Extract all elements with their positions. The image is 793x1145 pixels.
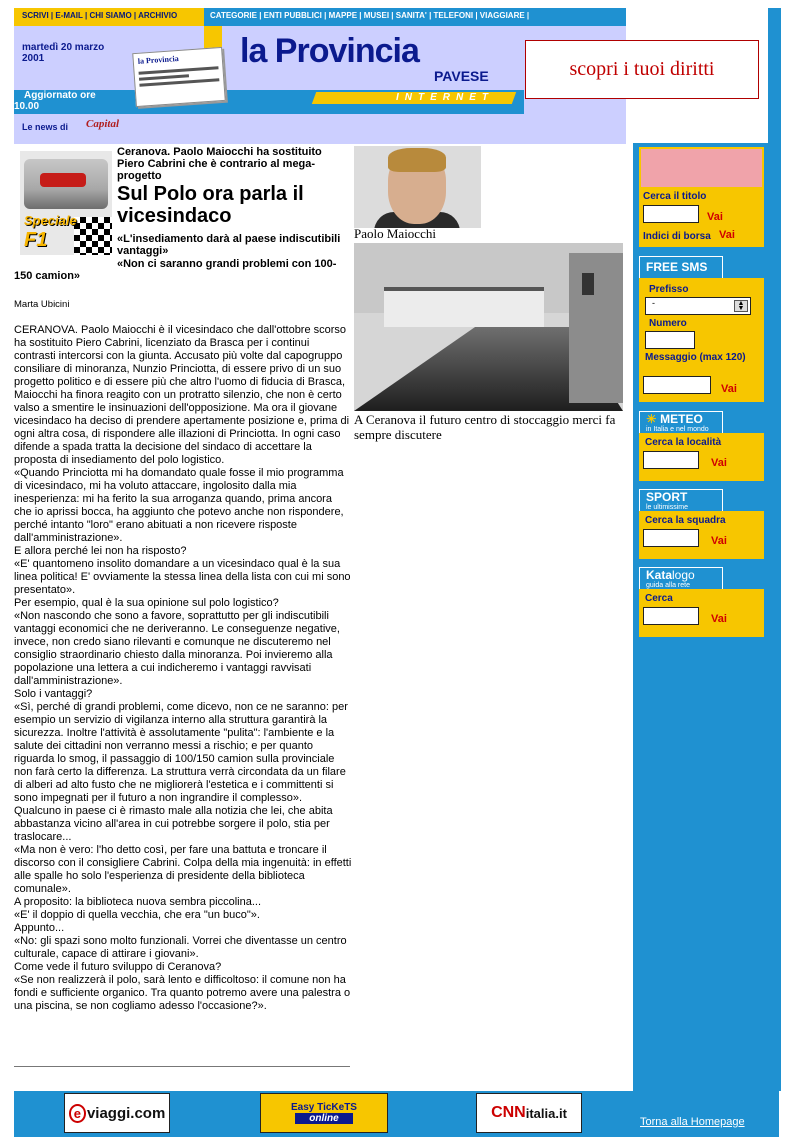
title-search-box [639,147,764,247]
easy-tickets-online: online [295,1113,352,1124]
tab-meteo[interactable] [639,411,723,433]
nav-link-sanita[interactable]: SANITA' [395,11,427,20]
cnn-italia-text: italia.it [525,1105,567,1121]
eviaggi-banner[interactable] [64,1093,170,1133]
article-paragraph: Per esempio, qual è la sua opinione sul polo logistico? [14,597,279,609]
nav-link-mappe[interactable]: MAPPE [328,11,358,20]
site-logo-subtitle: PAVESE [434,68,489,84]
nav-link-email[interactable]: E-MAIL [55,11,83,20]
meteo-search-label: Cerca la località [645,437,722,448]
article-paragraph: «E' quantomeno insolito domandare a un vicesindaco qual è la sua linea politica! E' ovviamente la stessa linea della lista con cui mi sono presentato». [14,558,351,596]
tab-katalogo[interactable] [639,567,723,589]
katalogo-search-input[interactable] [643,607,699,625]
meteo-go-button[interactable]: Vai [711,457,727,469]
sport-box [639,511,764,559]
katalogo-go-button[interactable]: Vai [711,613,727,625]
meteo-subtitle: in Italia e nel mondo [646,426,709,433]
top-nav-bar [14,8,626,26]
article-paragraph: «Sì, perché di grandi problemi, come dicevo, non ce ne saranno: per esempio un servizio di vigilanza interno alla struttura garantirà la sicurezza. Inoltre l'attività è assolutamente "pulita": l'ambiente e la salute dei cittadini non verranno messi a rischio; e per quanto riguarda lo smog, il passaggio di 100/150 camion sulla provinciale non farà certo la differenza. La struttura verrà circondata da un filare di alberi ad alto fusto che ne migliorerà l'estetica e i committenti si sono impegnati per il futuro a non ingrandire il complesso». [14,701,348,804]
article-paragraph: «Non nascondo che sono a favore, soprattutto per gli indiscutibili vantaggi economici che ne deriveranno. Le conseguenze negative, invece, non credo siano rilevanti e comunque ne discuteremo nel consiglio straordinario chiesto dalla minoranza. Poi invieremo alla popolazione una lettera a cui indicheremo i vantaggi ravvisati dall'amministrazione». [14,610,340,687]
eviaggi-logo-e: e [69,1104,86,1123]
tab-sport[interactable] [639,489,723,511]
easy-tickets-title: Easy TicKeTS [291,1102,357,1113]
pink-banner [641,149,762,187]
message-input[interactable] [643,376,711,394]
date-line-1: martedì 20 marzo [22,42,105,53]
title-search-go-button[interactable]: Vai [707,211,723,223]
nav-link-categorie[interactable]: CATEGORIE [210,11,257,20]
article-subhead-2: «Non ci saranno grandi problemi con 100-150 camion» [14,258,337,282]
prefix-select[interactable] [645,297,751,315]
article-paragraph: Come vede il futuro sviluppo di Ceranova? [14,961,222,973]
sms-send-button[interactable]: Vai [721,383,737,395]
tab-free-sms[interactable] [639,256,723,278]
article-paragraph: E allora perché lei non ha risposto? [14,545,187,557]
prefix-label: Prefisso [649,284,689,295]
site-logo-internet-band [312,92,516,104]
meteo-title-text: METEO [660,412,703,426]
article-paragraph: «No: gli spazi sono molto funzionali. Vorrei che diventasse un centro culturale, capace di attirare i giovani». [14,935,347,960]
article-author: Marta Ubicini [14,299,70,310]
article-kicker: Ceranova. Paolo Maiocchi ha sostituito Piero Cabrini che è contrario al mega-progetto [117,146,322,182]
article-headline: Sul Polo ora parla il vicesindaco [117,183,304,227]
article-paragraph: CERANOVA. Paolo Maiocchi è il vicesindaco che dall'ottobre scorso ha sostituito Piero Cabrini, licenziato da Brasca per i continui contrasti intercorsi con la giunta. Accusato più volte dal capogruppo consiliare di minoranza, Nunzio Princiotta, di essere privo di un suo progetto politico e di essere più che altro l'uomo di fiducia di Brasca, Maiocchi ha finora reagito con un protratto silenzio, che non è certo valso a smentire le insinuazioni dell'opposizione. Ma ora il giovane vicesindaco ha deciso di prendere apertamente posizione e, prima di ogni altra cosa, di rispondere alle illazioni di Princiotta. In ogni caso difende a spada tratta la decisione del sindaco di accettare la proposta di insediamento del polo logistico. [14,324,350,466]
street-photo-caption: A Ceranova il futuro centro di stoccaggio merci fa sempre discutere [354,412,616,442]
top-nav-right-links: CATEGORIE | ENTI PUBBLICI | MAPPE | MUSEI | SANITA' | TELEFONI | VIAGGIARE | [210,11,530,20]
site-logo-title[interactable]: la Provincia [240,32,419,70]
nav-link-viaggiare[interactable]: VIAGGIARE [479,11,525,20]
footer-bar [14,1091,779,1137]
ad-banner-diritti[interactable] [525,40,759,99]
article-paragraph: Appunto... [14,922,65,934]
date-line-2: 2001 [22,53,45,64]
nav-link-scrivi[interactable]: SCRIVI [22,11,49,20]
sport-search-label: Cerca la squadra [645,515,726,526]
cnn-italia-banner[interactable] [476,1093,582,1133]
article-paragraph: «Se non realizzerà il polo, sarà lento e difficoltoso: il comune non ha fondi e sufficiente organico. Tra quanto potremo avere una palestra o una piscina, se non cogliamo adesso l'occasione?». [14,974,351,1012]
updated-hour: 10.00 [14,101,40,112]
sport-search-input[interactable] [643,529,699,547]
portrait-photo [354,146,481,228]
title-search-label: Cerca il titolo [643,191,707,202]
article-paragraph: Qualcuno in paese ci è rimasto male alla notizia che lei, che abita abbastanza vicino all'area in cui potrebbe sorgere il polo, stia per traslocare... [14,805,333,843]
sport-go-button[interactable]: Vai [711,535,727,547]
article-paragraph: A proposito: la biblioteca nuova sembra piccolina... [14,896,262,908]
free-sms-title: FREE SMS [646,260,708,274]
news-by-label: Le news di [22,122,69,132]
nav-link-enti-pubblici[interactable]: ENTI PUBBLICI [263,11,322,20]
race-car-image [40,173,86,187]
nav-link-musei[interactable]: MUSEI [363,11,390,20]
ad-banner-text: scopri i tuoi diritti [569,58,715,80]
message-label: Messaggio (max 120) [645,352,746,363]
updated-label: Aggiornato ore [24,90,96,101]
portrait-caption: Paolo Maiocchi [354,226,436,241]
katalogo-box [639,589,764,637]
date-display [22,42,132,64]
checkered-flag-icon [74,217,112,255]
sport-subtitle: le ultimissime [646,504,689,511]
top-nav-left-links: SCRIVI | E-MAIL | CHI SIAMO | ARCHIVIO [22,11,178,20]
select-arrows-icon: ▲ ▼ [734,300,748,312]
article-paragraph: Solo i vantaggi? [14,688,93,700]
article-paragraph: «Ma non è vero: l'ho detto così, per fare una battuta e troncare il discorso con il consigliere Cabrini. Colpa della mia ingenuità: in effetti alle spalle ho solo l'esperienza di presidente della biblioteca comunale». [14,844,352,895]
nav-link-telefoni[interactable]: TELEFONI [433,11,474,20]
katalogo-title [646,568,722,582]
stock-index-label: Indici di borsa [643,231,711,242]
sport-title: SPORT [646,490,688,504]
newspaper-image-title: la Provincia [137,53,179,66]
katalogo-search-label: Cerca [645,593,673,604]
number-input[interactable] [645,331,695,349]
article-end-divider [14,1066,350,1067]
f1-label: F1 [24,229,48,251]
capital-logo[interactable]: Capital [86,118,120,130]
newspaper-logo-image [132,47,226,107]
sun-icon: ☀ [646,412,657,426]
article-paragraph: «Quando Princiotta mi ha domandato quale fosse il mio programma di vicesindaco, mi ha voluto attaccare, ingolosito dalla mia inesperienza: mi ha ferito la sua arroganza quando, prima ancora che io aprissi bocca, ha aggiunto che potevo anche non rispondere, perché intanto "loro" erano abituati a non ricevere risposte dall'amministrazione». [14,467,344,544]
meteo-box [639,433,764,481]
easy-tickets-banner[interactable] [260,1093,388,1133]
right-sidebar [633,143,768,1091]
prefix-select-value: - [652,298,655,308]
nav-link-chi-siamo[interactable]: CHI SIAMO [89,11,132,20]
meteo-search-input[interactable] [643,451,699,469]
number-label: Numero [649,318,687,329]
back-to-homepage-link[interactable]: Torna alla Homepage [640,1116,745,1128]
cnn-logo: CNN [491,1104,526,1121]
site-logo-internet-text: INTERNET [396,92,494,103]
stock-index-go-button[interactable]: Vai [719,229,735,241]
katalogo-title-b: logo [672,568,695,582]
updated-time [14,90,96,112]
article-body [14,324,352,1013]
title-search-input[interactable] [643,205,699,223]
article-paragraph: «E' il doppio di quella vecchia, che era "un buco"». [14,909,260,921]
free-sms-box [639,278,764,402]
meteo-title [646,412,722,426]
speciale-label: Speciale [24,213,77,228]
speciale-f1-thumbnail[interactable] [20,151,112,255]
katalogo-title-a: Kata [646,568,673,582]
street-photo [354,243,623,411]
eviaggi-banner-text: viaggi.com [86,1104,166,1122]
nav-link-archivio[interactable]: ARCHIVIO [138,11,178,20]
article-subhead-1: «L'insediamento darà al paese indiscutibili vantaggi» [117,233,341,257]
katalogo-subtitle: guida alla rete [646,582,690,589]
